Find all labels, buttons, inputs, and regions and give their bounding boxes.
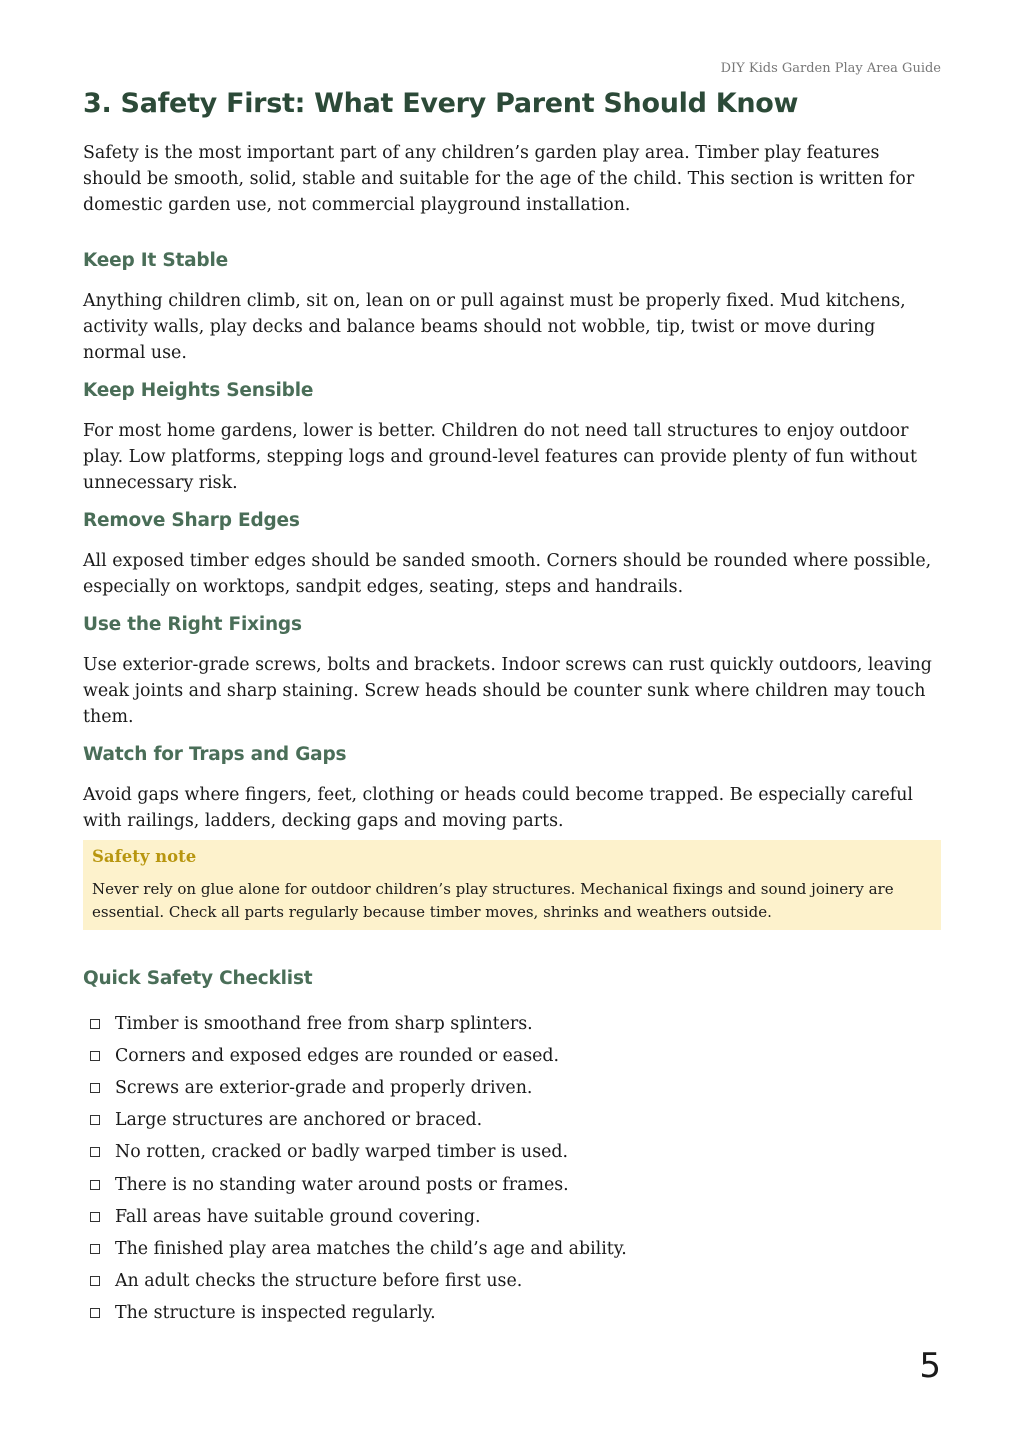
checkbox-icon	[90, 1019, 100, 1029]
page-number: 5	[919, 1346, 941, 1386]
section-body: For most home gardens, lower is better. Children do not need tall structures to enjoy outdoor play. Low platforms, stepping logs and ground-level features can provide plenty of fun without unnecessary risk.	[83, 421, 917, 493]
checklist-item-text: Screws are exterior-grade and properly driven.	[115, 1078, 533, 1099]
section-heading: Watch for Traps and Gaps	[83, 744, 347, 765]
checklist-title: Quick Safety Checklist	[83, 968, 313, 989]
checklist-item-text: The structure is inspected regularly.	[115, 1302, 436, 1323]
checklist-item	[83, 1265, 941, 1297]
checklist-item	[83, 1136, 941, 1168]
checklist-item	[83, 1233, 941, 1265]
checkbox-icon	[90, 1115, 100, 1125]
checklist-item-text: Corners and exposed edges are rounded or eased.	[115, 1046, 560, 1067]
checkbox-icon	[90, 1276, 100, 1286]
checklist-item	[83, 1104, 941, 1136]
section-keep-it-stable	[83, 248, 941, 366]
section-remove-sharp-edges	[83, 508, 941, 600]
checklist-item	[83, 1072, 941, 1104]
running-header: DIY Kids Garden Play Area Guide	[720, 61, 941, 76]
section-body: All exposed timber edges should be sanded smooth. Corners should be rounded where possible, especially on worktops, sandpit edges, seating, steps and handrails.	[83, 551, 932, 597]
safety-note-title: Safety note	[92, 847, 197, 866]
section-watch-for-traps	[83, 742, 941, 834]
checklist-item-text: There is no standing water around posts or frames.	[115, 1174, 569, 1195]
page-title: 3. Safety First: What Every Parent Should Know	[83, 88, 799, 119]
safety-note-box	[83, 840, 941, 930]
checklist-item	[83, 1297, 941, 1329]
checklist-item	[83, 1008, 941, 1040]
checklist-item-text: Timber is smoothand free from sharp splinters.	[115, 1014, 533, 1035]
safety-checklist	[83, 1008, 941, 1329]
section-heading: Keep It Stable	[83, 250, 228, 271]
checklist-item	[83, 1201, 941, 1233]
checklist-item	[83, 1168, 941, 1200]
checkbox-icon	[90, 1244, 100, 1254]
section-keep-heights-sensible	[83, 378, 941, 496]
checklist-item	[83, 1040, 941, 1072]
checkbox-icon	[90, 1051, 100, 1061]
section-heading: Keep Heights Sensible	[83, 380, 314, 401]
checkbox-icon	[90, 1147, 100, 1157]
checklist-item-text: Large structures are anchored or braced.	[115, 1110, 483, 1131]
section-body: Anything children climb, sit on, lean on or pull against must be properly fixed. Mud kitchens, activity walls, play decks and balance beams should not wobble, tip, twist or move during normal use.	[83, 291, 906, 363]
section-body: Use exterior-grade screws, bolts and brackets. Indoor screws can rust quickly outdoors, leaving weak joints and sharp staining. Screw heads should be counter sunk where children may touch them.	[83, 655, 932, 727]
checklist-item-text: An adult checks the structure before first use.	[115, 1270, 523, 1291]
page-content	[83, 84, 941, 1329]
section-heading: Use the Right Fixings	[83, 614, 302, 635]
checkbox-icon	[90, 1212, 100, 1222]
intro-paragraph: Safety is the most important part of any children’s garden play area. Timber play features should be smooth, solid, stable and suitable for the age of the child. This section is written for domestic garden use, not commercial playground installation.	[83, 143, 915, 215]
checklist-item-text: No rotten, cracked or badly warped timber is used.	[115, 1142, 569, 1163]
safety-note-text: Never rely on glue alone for outdoor children’s play structures. Mechanical fixings and sound joinery are essential. Check all parts regularly because timber moves, shrinks and weathers outside.	[92, 880, 894, 921]
checkbox-icon	[90, 1180, 100, 1190]
checklist-item-text: The finished play area matches the child’s age and ability.	[115, 1238, 627, 1259]
checkbox-icon	[90, 1308, 100, 1318]
section-body: Avoid gaps where fingers, feet, clothing or heads could become trapped. Be especially careful with railings, ladders, decking gaps and moving parts.	[83, 785, 913, 831]
checkbox-icon	[90, 1083, 100, 1093]
checklist-item-text: Fall areas have suitable ground covering.	[115, 1206, 481, 1227]
section-heading: Remove Sharp Edges	[83, 510, 300, 531]
section-use-the-right-fixings	[83, 612, 941, 730]
